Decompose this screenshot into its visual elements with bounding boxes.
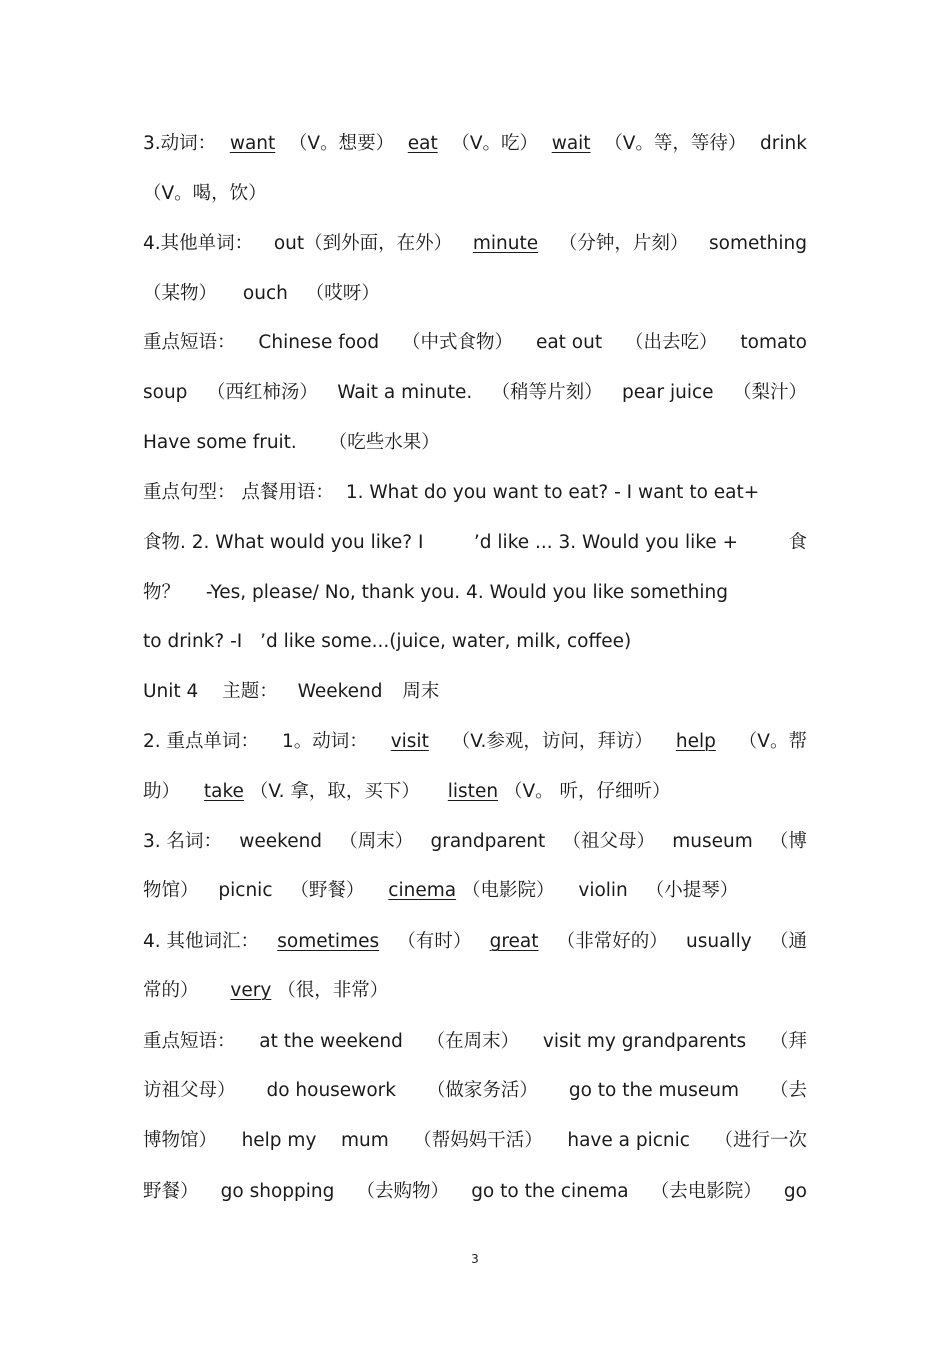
text-span: go shopping [220,1181,335,1202]
text-line [143,179,807,209]
vocab-word: take [203,781,244,802]
text-span: （去电影院） [650,1181,762,1202]
text-line [143,1177,807,1207]
text-span: out（到外面，在外） [273,233,453,254]
text-span: 重点句型： [143,482,236,503]
text-span: do housework [266,1080,396,1101]
text-span: Unit 4 [143,681,199,702]
text-span: usually [686,931,752,952]
vocab-word: visit [390,731,429,752]
text-line [143,478,807,508]
text-span: 重点短语： [143,332,236,353]
text-span: （哎呀） [305,283,380,304]
text-span: ’d like ... 3. Would you like + [473,532,739,553]
page-number: 3 [471,1252,479,1266]
text-span: 重点短语： [143,1031,236,1052]
text-span: 食物. 2. What would you like? I [143,532,424,553]
text-span: （做家务活） [426,1080,538,1101]
text-line [143,927,807,957]
text-span: ouch [242,283,288,304]
text-span: -Yes, please/ No, thank you. 4. Would you like something [205,582,729,603]
text-line [143,328,807,358]
text-span: （V。 听，仔细听） [503,781,671,802]
text-span: 博物馆） [143,1130,218,1151]
text-span: drink [760,133,807,154]
text-span: go [783,1181,807,1202]
text-span: 4.其他单词： [143,233,254,254]
text-span: visit my grandparents [542,1031,747,1052]
text-line [143,727,807,757]
text-span: Chinese food [258,332,380,353]
vocab-word: cinema [388,880,457,901]
text-span: soup [143,382,188,403]
text-span: （进行一次 [714,1130,807,1151]
text-span: to drink? -I [143,631,243,652]
text-line [143,279,807,309]
text-span: 物馆） [143,880,199,901]
text-span: mum [340,1130,389,1151]
text-line [143,627,807,657]
text-span: （出去吃） [625,332,718,353]
text-span: （帮妈妈干活） [413,1130,543,1151]
text-line [143,428,807,458]
text-span: have a picnic [567,1130,690,1151]
text-span: tomato [740,332,807,353]
text-span: eat out [535,332,603,353]
text-line [143,976,807,1006]
text-span: （中式食物） [402,332,514,353]
vocab-word: wait [551,133,591,154]
text-line [143,578,807,608]
text-span: （野餐） [290,880,365,901]
text-span: pear juice [622,382,714,403]
text-span: 1。动词： [281,731,368,752]
text-span: （V。等，等待） [604,133,747,154]
vocab-word: help [675,731,716,752]
text-span: 周末 [402,681,440,702]
text-span: （西红柿汤） [206,382,318,403]
text-span: （电影院） [461,880,555,901]
text-span: 3. 名词： [143,831,223,852]
vocab-word: eat [407,133,438,154]
text-span: at the weekend [259,1031,403,1052]
text-span: （分钟，片刻） [558,233,689,254]
text-line [143,777,807,807]
text-span: （去购物） [356,1181,450,1202]
text-span: （去 [769,1080,807,1101]
text-span: Weekend [297,681,383,702]
text-span: （有时） [397,931,472,952]
text-line [143,229,807,259]
text-span: （梨汁） [732,382,807,403]
vocab-word: minute [472,233,539,254]
text-span: （稍等片刻） [491,382,603,403]
text-span: （博 [769,831,807,852]
text-span: something [709,233,807,254]
text-span: 物？ [143,582,181,603]
text-span: go to the museum [568,1080,739,1101]
text-span: go to the cinema [471,1181,629,1202]
text-line [143,1076,807,1106]
text-line [143,528,807,558]
text-span: museum [672,831,753,852]
text-span: （V.参观，访问，拜访） [451,731,653,752]
text-span: （V。吃） [451,133,539,154]
text-span: 1. What do you want to eat? - I want to eat+ [345,482,760,503]
text-span: 3.动词： [143,133,217,154]
text-span: 2. 重点单词： [143,731,260,752]
text-span: ’d like some...(juice, water, milk, coffee) [260,631,632,652]
text-line [143,827,807,857]
text-line [143,1126,807,1156]
vocab-word: very [230,980,272,1001]
text-span: （周末） [339,831,414,852]
text-span: weekend [239,831,323,852]
text-span: 常的） [143,980,199,1001]
text-line [143,876,807,906]
text-span: （某物） [143,283,218,304]
vocab-word: sometimes [277,931,380,952]
text-span: （V。喝，饮） [143,183,267,204]
text-span: 点餐用语： [241,482,334,503]
text-line [143,378,807,408]
text-span: （很，非常） [277,980,389,1001]
text-span: 主题： [222,681,278,702]
text-span: 食 [788,532,807,553]
vocab-word: listen [447,781,499,802]
text-span: Wait a minute. [337,382,473,403]
text-span: 访祖父母） [143,1080,236,1101]
unit-heading [143,677,807,707]
text-span: （小提琴） [645,880,739,901]
text-span: （吃些水果） [328,432,440,453]
text-span: （拜 [769,1031,807,1052]
text-span: （非常好的） [556,931,668,952]
text-span: （通 [769,931,807,952]
text-span: （V。想要） [288,133,395,154]
vocab-word: want [229,133,276,154]
text-span: violin [578,880,628,901]
text-span: （在周末） [426,1031,520,1052]
text-span: （祖父母） [562,831,655,852]
text-span: （V. 拿，取，买下） [249,781,420,802]
text-span: （V。帮 [738,731,807,752]
text-span: grandparent [430,831,546,852]
text-span: 4. 其他词汇： [143,931,260,952]
text-span: 野餐） [143,1181,199,1202]
text-line [143,129,807,159]
text-span: Have some fruit. [143,432,297,453]
text-span: help my [241,1130,317,1151]
text-line [143,1027,807,1057]
text-span: 助） [143,781,181,802]
vocab-word: great [489,931,539,952]
text-span: picnic [218,880,273,901]
